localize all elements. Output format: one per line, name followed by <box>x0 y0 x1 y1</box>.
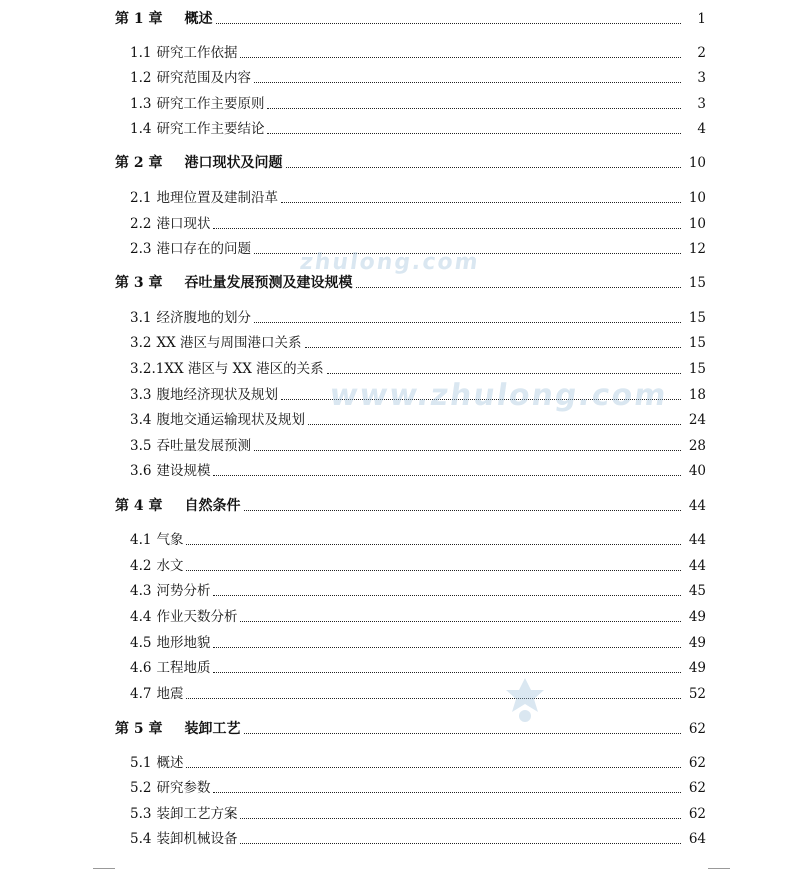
toc-entry-label <box>130 120 264 138</box>
toc-entry-number: 3.2 <box>130 335 152 351</box>
toc-entry-title: 研究工作依据 <box>156 45 238 61</box>
toc-page-number: 44 <box>688 498 706 514</box>
toc-entry-number: 4.5 <box>130 635 152 651</box>
toc-entry-number: 3.6 <box>130 463 152 479</box>
toc-dot-leader <box>281 201 681 203</box>
toc-entry-title: 自然条件 <box>184 498 241 514</box>
toc-page-number: 10 <box>688 216 706 232</box>
toc-entry-label <box>115 154 283 172</box>
toc-page-number: 45 <box>688 583 706 599</box>
toc-entry-label <box>130 69 251 87</box>
toc-entry-title: 概述 <box>156 755 184 771</box>
toc-entry-title: 工程地质 <box>156 660 211 676</box>
toc-page-number: 62 <box>688 806 706 822</box>
toc-entry-title: XX 港区与周围港口关系 <box>156 335 302 351</box>
toc-entry-number: 5.4 <box>130 831 152 847</box>
toc-entry-label <box>130 830 237 848</box>
toc-page-number: 12 <box>688 241 706 257</box>
toc-section-entry[interactable] <box>0 750 794 772</box>
toc-entry-label <box>130 437 251 455</box>
toc-dot-leader <box>254 81 681 83</box>
page-corner-mark-left <box>93 868 115 869</box>
page-corner-mark-right <box>708 868 730 869</box>
toc-entry-number: 4.4 <box>130 609 152 625</box>
toc-entry-label <box>130 685 183 703</box>
toc-dot-leader <box>240 842 681 844</box>
toc-page-number: 15 <box>688 310 706 326</box>
toc-entry-label <box>115 274 353 292</box>
toc-entry-label <box>130 634 210 652</box>
toc-page-number: 15 <box>688 361 706 377</box>
toc-page-number: 40 <box>688 463 706 479</box>
toc-entry-label <box>130 582 210 600</box>
toc-dot-leader <box>240 620 681 622</box>
toc-section-entry[interactable] <box>0 630 794 652</box>
toc-entry-label <box>130 779 210 797</box>
toc-section-entry[interactable] <box>0 382 794 404</box>
toc-entry-title: 港口现状及问题 <box>184 155 283 171</box>
toc-entry-number: 1.2 <box>130 70 152 86</box>
toc-chapter-entry[interactable] <box>0 716 794 738</box>
toc-entry-label <box>130 608 237 626</box>
toc-dot-leader <box>240 817 681 819</box>
toc-entry-label <box>130 659 210 677</box>
toc-entry-title: 水文 <box>156 558 184 574</box>
toc-entry-label <box>130 240 251 258</box>
toc-page-number: 62 <box>688 780 706 796</box>
toc-entry-label <box>130 386 278 404</box>
toc-entry-title: 装卸机械设备 <box>156 831 238 847</box>
toc-section-entry[interactable] <box>0 407 794 429</box>
watermark-line-2: www.zhulong.com <box>327 378 671 413</box>
toc-entry-number: 第 4 章 <box>115 498 163 514</box>
toc-chapter-entry[interactable] <box>0 150 794 172</box>
toc-page-number: 15 <box>688 335 706 351</box>
toc-entry-label <box>130 805 237 823</box>
toc-dot-leader <box>281 398 681 400</box>
toc-dot-leader <box>254 449 681 451</box>
toc-entry-title: 经济腹地的划分 <box>156 310 251 326</box>
toc-entry-label <box>130 754 183 772</box>
toc-page-number: 44 <box>688 558 706 574</box>
toc-entry-title: 研究参数 <box>156 780 211 796</box>
toc-entry-label <box>130 215 210 233</box>
toc-page-number: 24 <box>688 412 706 428</box>
toc-page-number: 62 <box>688 755 706 771</box>
toc-page-number: 2 <box>697 45 706 61</box>
toc-section-entry[interactable] <box>0 655 794 677</box>
toc-section-entry[interactable] <box>0 236 794 258</box>
toc-page-number: 18 <box>688 387 706 403</box>
toc-section-entry[interactable] <box>0 826 794 848</box>
toc-dot-leader <box>216 22 682 24</box>
toc-entry-number: 第 5 章 <box>115 721 163 737</box>
toc-section-entry[interactable] <box>0 91 794 113</box>
toc-dot-leader <box>186 543 681 545</box>
toc-section-entry[interactable] <box>0 801 794 823</box>
toc-section-entry[interactable] <box>0 553 794 575</box>
toc-section-entry[interactable] <box>0 305 794 327</box>
toc-entry-title: 研究范围及内容 <box>156 70 251 86</box>
toc-page-number: 62 <box>688 721 706 737</box>
toc-entry-number: 1.4 <box>130 121 152 137</box>
toc-entry-number: 4.1 <box>130 532 152 548</box>
toc-entry-number: 2.1 <box>130 190 152 206</box>
toc-page-number: 49 <box>688 660 706 676</box>
toc-dot-leader <box>213 594 681 596</box>
toc-entry-number: 3.2.1 <box>130 361 165 377</box>
toc-chapter-entry[interactable] <box>0 270 794 292</box>
toc-entry-label <box>130 189 278 207</box>
toc-page-number: 3 <box>697 70 706 86</box>
toc-section-entry[interactable] <box>0 775 794 797</box>
toc-dot-leader <box>213 646 681 648</box>
toc-entry-label <box>130 44 237 62</box>
toc-entry-number: 第 3 章 <box>115 275 163 291</box>
toc-section-entry[interactable] <box>0 211 794 233</box>
toc-page-number: 10 <box>688 190 706 206</box>
toc-dot-leader <box>213 227 681 229</box>
toc-entry-title: 装卸工艺方案 <box>156 806 238 822</box>
toc-entry-title: 吞吐量发展预测 <box>156 438 251 454</box>
toc-entry-number: 3.5 <box>130 438 152 454</box>
toc-entry-title: 研究工作主要原则 <box>156 96 265 112</box>
toc-chapter-entry[interactable] <box>0 6 794 28</box>
toc-entry-title: 港口存在的问题 <box>156 241 251 257</box>
toc-entry-number: 3.4 <box>130 412 152 428</box>
toc-entry-number: 5.1 <box>130 755 152 771</box>
toc-entry-label <box>130 360 324 378</box>
toc-entry-label <box>130 531 183 549</box>
toc-dot-leader <box>286 166 682 168</box>
toc-entry-title: 概述 <box>184 11 213 27</box>
toc-dot-leader <box>186 569 681 571</box>
toc-dot-leader <box>254 252 681 254</box>
toc-section-entry[interactable] <box>0 40 794 62</box>
toc-chapter-entry[interactable] <box>0 493 794 515</box>
toc-entry-number: 1.1 <box>130 45 152 61</box>
toc-entry-title: 气象 <box>156 532 184 548</box>
toc-section-entry[interactable] <box>0 604 794 626</box>
toc-entry-label <box>130 334 302 352</box>
toc-entry-title: 地震 <box>156 686 184 702</box>
toc-entry-title: 研究工作主要结论 <box>156 121 265 137</box>
toc-entry-number: 3.1 <box>130 310 152 326</box>
toc-entry-number: 4.6 <box>130 660 152 676</box>
toc-dot-leader <box>186 697 681 699</box>
toc-dot-leader <box>213 791 681 793</box>
toc-section-entry[interactable] <box>0 330 794 352</box>
toc-entry-number: 4.7 <box>130 686 152 702</box>
toc-section-entry[interactable] <box>0 356 794 378</box>
toc-entry-label <box>130 411 305 429</box>
toc-page-number: 49 <box>688 635 706 651</box>
toc-dot-leader <box>244 509 682 511</box>
toc-entry-title: 地理位置及建制沿革 <box>156 190 278 206</box>
toc-page-number: 28 <box>688 438 706 454</box>
toc-entry-number: 5.3 <box>130 806 152 822</box>
toc-section-entry[interactable] <box>0 458 794 480</box>
toc-entry-label <box>130 557 183 575</box>
toc-entry-label <box>115 497 241 515</box>
toc-entry-title: 腹地经济现状及规划 <box>156 387 278 403</box>
toc-section-entry[interactable] <box>0 65 794 87</box>
toc-dot-leader <box>254 321 681 323</box>
toc-entry-number: 2.2 <box>130 216 152 232</box>
toc-section-entry[interactable] <box>0 433 794 455</box>
toc-entry-title: 吞吐量发展预测及建设规模 <box>184 275 353 291</box>
toc-entry-number: 第 2 章 <box>115 155 163 171</box>
toc-entry-title: 作业天数分析 <box>156 609 238 625</box>
toc-entry-number: 5.2 <box>130 780 152 796</box>
toc-entry-title: 装卸工艺 <box>184 721 241 737</box>
toc-dot-leader <box>305 346 682 348</box>
toc-section-entry[interactable] <box>0 578 794 600</box>
toc-entry-title: 地形地貌 <box>156 635 211 651</box>
toc-dot-leader <box>327 372 681 374</box>
toc-page-number: 3 <box>697 96 706 112</box>
toc-dot-leader <box>356 286 682 288</box>
toc-entry-label <box>130 462 210 480</box>
toc-entry-number: 4.3 <box>130 583 152 599</box>
toc-section-entry[interactable] <box>0 527 794 549</box>
toc-entry-number: 2.3 <box>130 241 152 257</box>
watermark-line-1: zhulong.com <box>298 250 482 275</box>
toc-dot-leader <box>267 107 681 109</box>
toc-page-number: 52 <box>688 686 706 702</box>
toc-entry-number: 3.3 <box>130 387 152 403</box>
toc-section-entry[interactable] <box>0 116 794 138</box>
toc-dot-leader <box>240 56 681 58</box>
toc-section-entry[interactable] <box>0 185 794 207</box>
toc-dot-leader <box>213 474 681 476</box>
toc-entry-number: 1.3 <box>130 96 152 112</box>
toc-page-number: 49 <box>688 609 706 625</box>
toc-page-number: 15 <box>688 275 706 291</box>
toc-dot-leader <box>267 132 681 134</box>
toc-entry-title: 腹地交通运输现状及规划 <box>156 412 305 428</box>
toc-entry-label <box>115 720 241 738</box>
toc-page-number: 44 <box>688 532 706 548</box>
toc-page-number: 1 <box>697 11 706 27</box>
toc-dot-leader <box>244 732 682 734</box>
toc-entry-label <box>115 10 213 28</box>
toc-dot-leader <box>213 671 681 673</box>
toc-page-number: 64 <box>688 831 706 847</box>
toc-entry-title: 建设规模 <box>156 463 211 479</box>
toc-page-number: 10 <box>688 155 706 171</box>
toc-entry-title: 港口现状 <box>156 216 211 232</box>
toc-entry-number: 4.2 <box>130 558 152 574</box>
toc-page-number: 4 <box>697 121 706 137</box>
toc-entry-label <box>130 309 251 327</box>
toc-entry-label <box>130 95 264 113</box>
toc-entry-title: XX 港区与 XX 港区的关系 <box>164 361 324 377</box>
toc-dot-leader <box>186 766 681 768</box>
toc-entry-title: 河势分析 <box>156 583 211 599</box>
toc-section-entry[interactable] <box>0 681 794 703</box>
toc-entry-number: 第 1 章 <box>115 11 163 27</box>
toc-dot-leader <box>308 423 681 425</box>
